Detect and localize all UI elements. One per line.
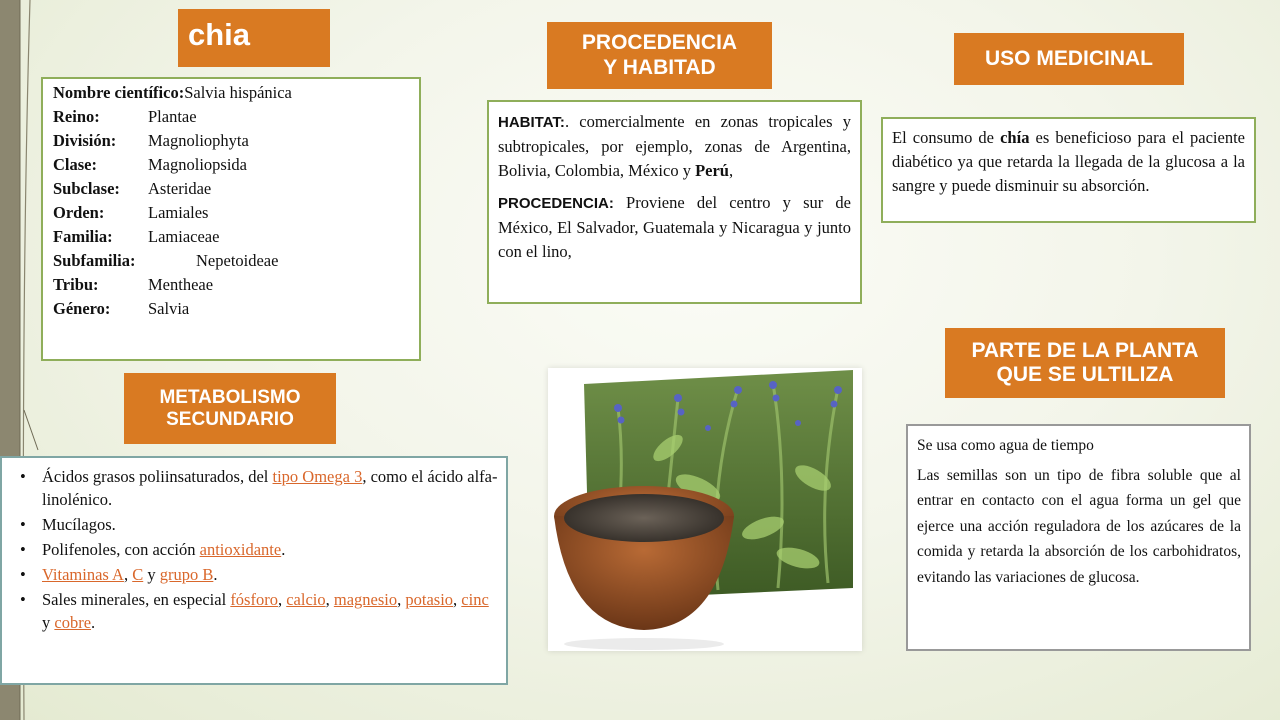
taxonomy-value: Magnoliopsida bbox=[148, 155, 247, 174]
item-text: . bbox=[213, 565, 218, 584]
taxonomy-value: Salvia hispánica bbox=[184, 83, 292, 102]
taxonomy-row bbox=[53, 225, 419, 249]
item-text: , bbox=[453, 590, 462, 609]
taxonomy-row bbox=[53, 177, 419, 201]
taxonomy-value: Magnoliophyta bbox=[148, 131, 249, 150]
chia-plant-and-seed-bowl-photo bbox=[548, 368, 862, 651]
item-text: Sales minerales, en especial bbox=[42, 590, 231, 609]
header-parte-line2: QUE SE ULTILIZA bbox=[996, 363, 1174, 386]
metabolismo-box bbox=[0, 456, 508, 685]
habitat-tail: , bbox=[728, 161, 734, 180]
link-fosforo[interactable]: fósforo bbox=[230, 590, 278, 609]
taxonomy-label: Nombre científico: bbox=[53, 83, 185, 102]
item-text: , como el ácido alfa-linolénico. bbox=[42, 467, 498, 509]
procedencia-paragraph bbox=[498, 191, 851, 264]
taxonomy-label: Tribu: bbox=[53, 275, 99, 294]
taxonomy-row bbox=[53, 297, 419, 321]
link-calcio[interactable]: calcio bbox=[286, 590, 326, 609]
header-metabolismo bbox=[124, 373, 336, 444]
link-vitaminas-a[interactable]: Vitaminas A bbox=[42, 565, 124, 584]
item-text: . bbox=[91, 613, 96, 632]
chia-photo bbox=[548, 368, 862, 651]
header-procedencia bbox=[547, 22, 772, 89]
item-text: , bbox=[277, 590, 287, 609]
item-text: y bbox=[42, 613, 55, 632]
taxonomy-value: Plantae bbox=[148, 107, 197, 126]
taxonomy-value: Asteridae bbox=[148, 179, 212, 198]
list-item bbox=[42, 465, 498, 511]
uso-text-end: es beneficioso para el paciente diabético ya que retarda la llegada de la glucosa a la sangre y puede disminuir su absorción. bbox=[892, 128, 1245, 195]
link-cobre[interactable]: cobre bbox=[54, 613, 92, 632]
link-antioxidante[interactable]: antioxidante bbox=[199, 540, 282, 559]
uso-medicinal-box bbox=[881, 117, 1256, 223]
parte-planta-box bbox=[906, 424, 1251, 651]
header-uso-medicinal bbox=[954, 33, 1184, 85]
taxonomy-label: Familia: bbox=[53, 227, 113, 246]
habitat-bold: Perú bbox=[695, 161, 729, 180]
header-metabolismo-line1: METABOLISMO bbox=[159, 386, 301, 408]
taxonomy-label: División: bbox=[53, 131, 117, 150]
taxonomy-value: Lamiaceae bbox=[148, 227, 220, 246]
procedencia-label: PROCEDENCIA: bbox=[498, 195, 614, 212]
item-text: Polifenoles, con acción bbox=[42, 540, 200, 559]
item-text: Ácidos grasos poliinsaturados, del bbox=[42, 467, 273, 486]
list-item bbox=[42, 588, 498, 634]
taxonomy-box bbox=[41, 77, 421, 361]
taxonomy-row bbox=[53, 153, 419, 177]
metabolismo-list bbox=[14, 465, 498, 634]
taxonomy-label: Género: bbox=[53, 299, 111, 318]
taxonomy-row bbox=[53, 249, 419, 273]
link-vitamina-c[interactable]: C bbox=[132, 565, 144, 584]
item-text: y bbox=[143, 565, 160, 584]
procedencia-text: Proviene del centro y sur de México, El Salvador, Guatemala y Nicaragua y junto con el lino, bbox=[498, 193, 851, 261]
parte-paragraph-2: Las semillas son un tipo de fibra soluble que al entrar en contacto con el agua forma un gel que ejerce una acción reguladora de los azúcares de la comida y retarda la absorción de los carbohidratos, evitando las variaciones de glucosa. bbox=[917, 466, 1241, 586]
taxonomy-label: Clase: bbox=[53, 155, 97, 174]
taxonomy-row bbox=[53, 273, 419, 297]
header-metabolismo-line2: SECUNDARIO bbox=[166, 408, 294, 430]
item-text: Mucílagos. bbox=[42, 515, 116, 534]
item-text: . bbox=[281, 540, 286, 559]
link-grupo-b[interactable]: grupo B bbox=[159, 565, 214, 584]
item-text: , bbox=[123, 565, 133, 584]
taxonomy-row bbox=[53, 129, 419, 153]
parte-paragraph-1: Se usa como agua de tiempo bbox=[917, 437, 1094, 454]
taxonomy-label: Reino: bbox=[53, 107, 100, 126]
taxonomy-value: Lamiales bbox=[148, 203, 209, 222]
habitat-label: HABITAT: bbox=[498, 114, 565, 131]
taxonomy-label: Subclase: bbox=[53, 179, 120, 198]
taxonomy-value: Nepetoideae bbox=[196, 251, 279, 270]
taxonomy-value: Salvia bbox=[148, 299, 190, 318]
header-parte-line1: PARTE DE LA PLANTA bbox=[971, 338, 1199, 362]
taxonomy-value: Mentheae bbox=[148, 275, 214, 294]
link-cinc[interactable]: cinc bbox=[461, 590, 489, 609]
taxonomy-label: Orden: bbox=[53, 203, 105, 222]
header-parte-planta bbox=[945, 328, 1225, 398]
list-item bbox=[42, 563, 498, 586]
header-procedencia-line1: PROCEDENCIA bbox=[581, 31, 738, 55]
link-magnesio[interactable]: magnesio bbox=[333, 590, 398, 609]
taxonomy-row-nombre bbox=[53, 81, 419, 105]
item-text: , bbox=[325, 590, 334, 609]
link-omega3[interactable]: tipo Omega 3 bbox=[272, 467, 363, 486]
link-potasio[interactable]: potasio bbox=[405, 590, 454, 609]
title-text: chia bbox=[188, 17, 251, 52]
list-item bbox=[42, 513, 498, 536]
item-text: , bbox=[397, 590, 406, 609]
habitat-paragraph bbox=[498, 110, 851, 183]
taxonomy-row bbox=[53, 201, 419, 225]
title-chia bbox=[178, 9, 330, 67]
procedencia-box bbox=[487, 100, 862, 304]
header-uso-text: USO MEDICINAL bbox=[985, 46, 1153, 70]
taxonomy-row bbox=[53, 105, 419, 129]
uso-text: El consumo de bbox=[892, 128, 1001, 147]
habitat-text: . comercialmente en zonas tropicales y subtropicales, por ejemplo, zonas de Argentina, Bolivia, Colombia, México y bbox=[498, 112, 851, 180]
list-item bbox=[42, 538, 498, 561]
header-procedencia-line2: Y HABITAD bbox=[603, 55, 716, 79]
uso-bold: chía bbox=[1000, 128, 1030, 147]
taxonomy-label: Subfamilia: bbox=[53, 251, 136, 270]
